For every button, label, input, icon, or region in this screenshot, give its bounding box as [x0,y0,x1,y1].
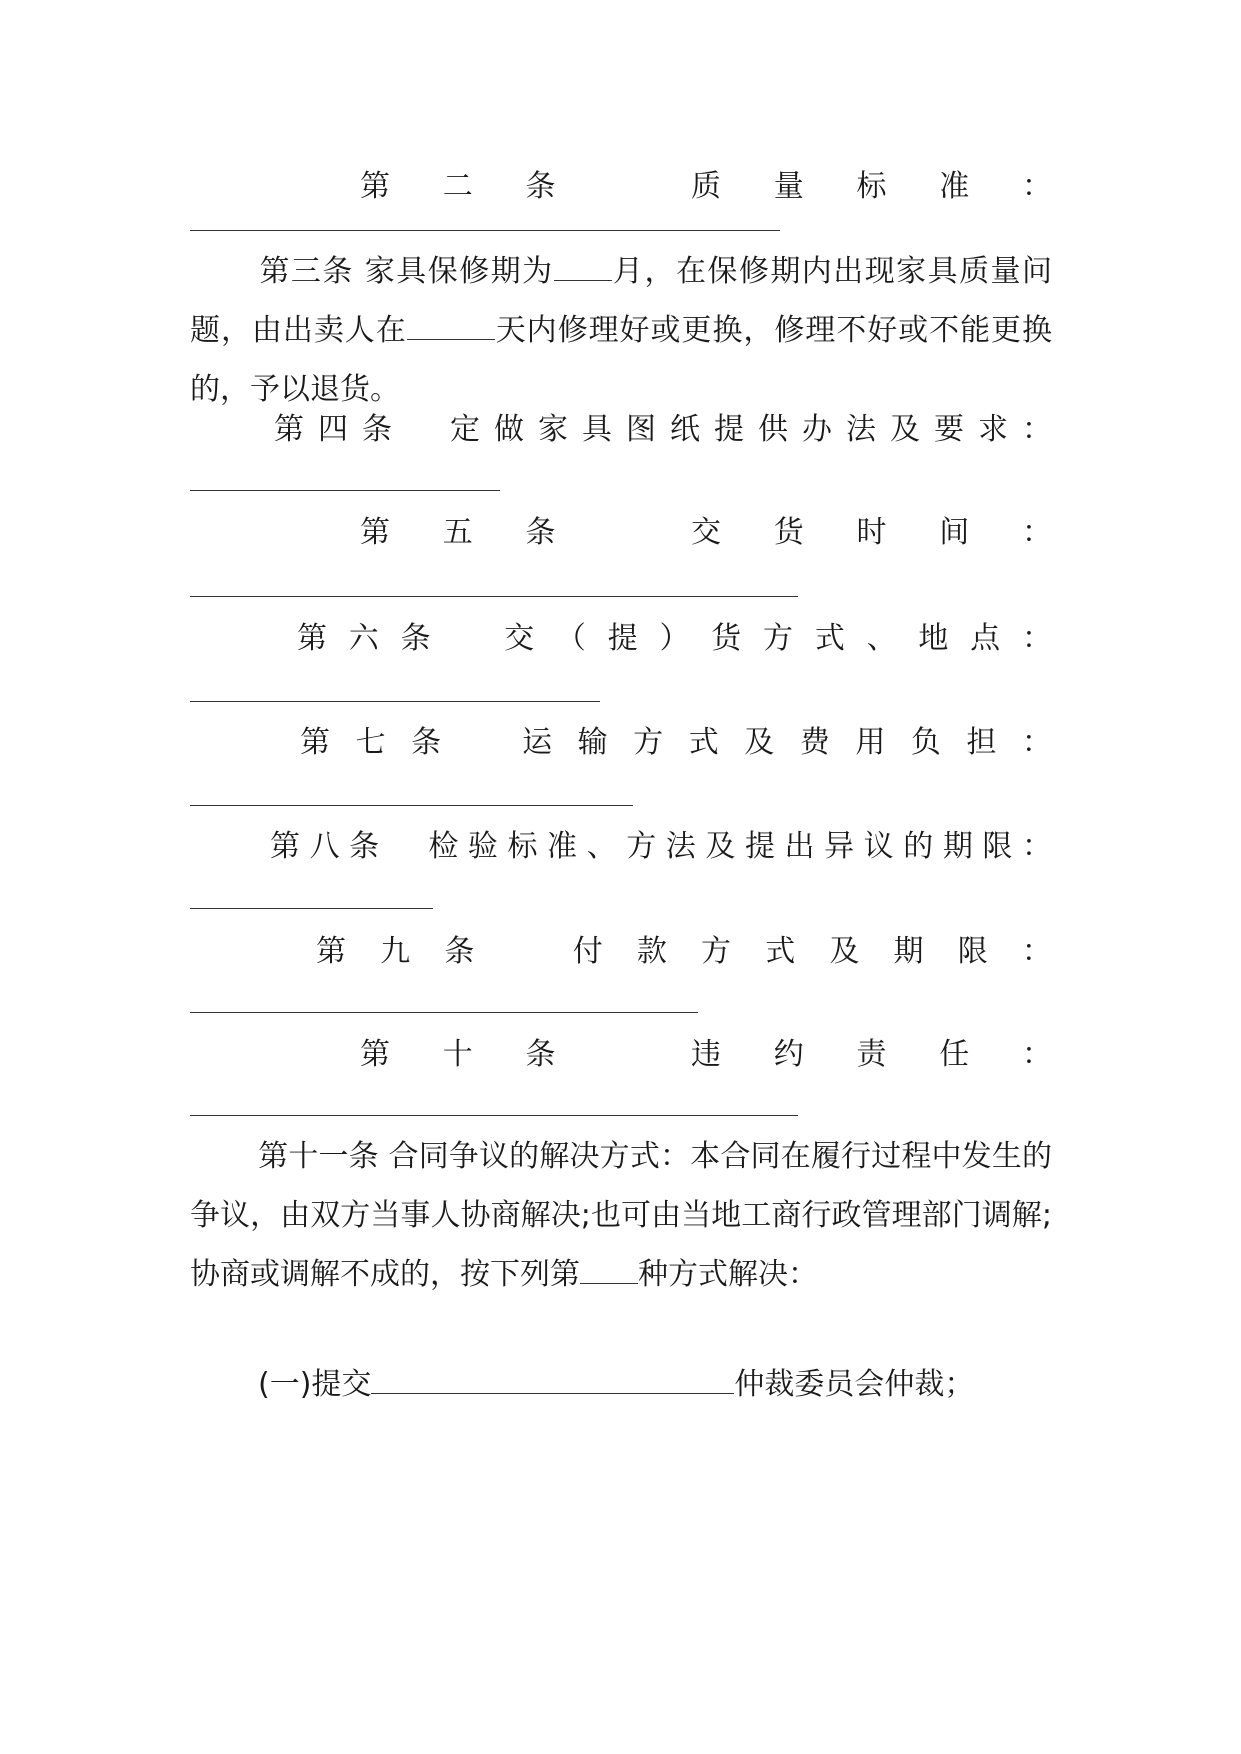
heading-char: 及 [829,934,860,969]
heading-gap [389,827,419,867]
heading-char: 办 [802,412,832,447]
heading-char: 做 [494,412,524,447]
heading-char: 具 [582,412,612,447]
heading-gap [509,932,539,972]
dispute-method-blank[interactable] [580,1282,638,1284]
heading-char: 提 [607,621,638,656]
heading-char: ： [1021,829,1052,864]
heading-char: 地 [918,621,949,656]
heading-char: 方 [701,934,732,969]
article-5-heading [190,513,1052,553]
heading-char: 九 [380,934,411,969]
heading-char: 第 [360,515,390,550]
heading-char: 及 [744,725,775,760]
heading-char: 求 [978,412,1008,447]
article-8-fill-line [190,908,433,909]
heading-char: 方 [633,725,664,760]
heading-char: 准 [547,829,578,864]
article-8-heading [190,827,1052,867]
heading-char: 十 [442,1037,473,1072]
heading-char: 条 [525,515,556,550]
heading-char: 二 [442,169,473,204]
option-1-line [190,1355,1052,1414]
heading-char: 间 [939,515,970,550]
heading-char: ： [1022,169,1052,204]
article-6-fill-line [190,701,600,702]
article-4-fill-line [190,490,500,491]
heading-char: ： [1021,725,1052,760]
heading-char: 准 [939,169,970,204]
heading-char: 第 [270,829,300,864]
heading-char: 第 [360,1037,390,1072]
heading-char: 货 [711,621,742,656]
heading-char: 期 [893,934,924,969]
option-1-prefix: (一)提交 [258,1367,372,1402]
article-11-text-2: 种方式解决： [638,1257,818,1292]
article-7-heading [190,723,1052,763]
heading-char: 、 [866,621,897,656]
heading-char: 提 [744,829,775,864]
heading-char: 条 [444,934,475,969]
option-1-suffix: 仲裁委员会仲裁； [734,1367,975,1402]
heading-char: 八 [309,829,340,864]
heading-char: ： [1022,515,1052,550]
heading-char: 标 [856,169,887,204]
article-6-heading [190,619,1052,659]
article-9-fill-line [190,1012,698,1013]
article-10-fill-line [190,1115,798,1116]
heading-char: 第 [316,934,346,969]
heading-char: 纸 [670,412,700,447]
heading-char: 标 [507,829,538,864]
heading-char: 约 [773,1037,804,1072]
heading-char: 法 [846,412,876,447]
heading-char: 量 [773,169,804,204]
article-4-heading [190,410,1052,450]
heading-char: 付 [572,934,603,969]
heading-gap [406,410,436,450]
heading-char: 七 [355,725,386,760]
heading-char: 任 [939,1037,970,1072]
heading-char: 责 [856,1037,887,1072]
heading-char: 六 [348,621,379,656]
heading-char: 费 [799,725,830,760]
heading-gap [608,167,638,207]
article-10-heading [190,1035,1052,1075]
heading-gap [467,723,497,763]
article-7-fill-line [190,805,633,806]
heading-char: 供 [758,412,788,447]
heading-char: 运 [522,725,553,760]
heading-char: 限 [982,829,1013,864]
heading-char: 式 [688,725,719,760]
article-3-text-2: 月，在保修期内出现家具质量问题，由出卖人在 [190,254,1052,348]
heading-char: ） [659,621,690,656]
heading-char: ： [1022,412,1052,447]
heading-char: 第 [297,621,327,656]
heading-char: ： [1021,934,1052,969]
heading-char: 条 [411,725,442,760]
heading-char: 交 [504,621,535,656]
heading-char: 条 [525,169,556,204]
article-2-fill-line [190,230,780,231]
article-5-fill-line [190,596,798,597]
heading-char: 五 [442,515,473,550]
article-3-text-1: 第三条 家具保修期为 [258,254,554,289]
heading-char: 货 [773,515,804,550]
heading-char: 异 [824,829,855,864]
repair-days-blank[interactable] [407,338,495,340]
heading-char: 提 [714,412,744,447]
article-3-paragraph [190,242,1052,419]
heading-char: 式 [814,621,845,656]
heading-char: 、 [586,829,617,864]
heading-char: 方 [626,829,657,864]
heading-char: 图 [626,412,656,447]
heading-char: 期 [942,829,973,864]
heading-char: 时 [856,515,887,550]
heading-char: 四 [318,412,348,447]
heading-char: 交 [691,515,721,550]
heading-char: 第 [300,725,330,760]
heading-char: 担 [966,725,997,760]
arbitration-committee-blank[interactable] [371,1392,734,1394]
heading-char: 议 [863,829,894,864]
heading-char: 点 [970,621,1001,656]
heading-char: 式 [765,934,796,969]
heading-char: 出 [784,829,815,864]
heading-gap [608,1035,638,1075]
heading-char: （ [555,621,586,656]
heading-char: 的 [903,829,934,864]
heading-char: 检 [428,829,459,864]
heading-char: 定 [450,412,480,447]
heading-char: 验 [467,829,498,864]
heading-char: 及 [705,829,736,864]
heading-char: 限 [957,934,988,969]
article-11-paragraph [190,1127,1052,1304]
heading-char: 条 [362,412,392,447]
heading-char: 要 [934,412,964,447]
article-3-text-3: 天内修理好或更换，修理不好或不能更换的，予以退货。 [190,313,1053,407]
article-9-heading [190,932,1052,972]
heading-char: 违 [691,1037,721,1072]
heading-char: 第 [274,412,304,447]
heading-gap [608,513,638,553]
article-2-heading [190,167,1052,207]
heading-char: 质 [691,169,721,204]
heading-char: 法 [665,829,696,864]
warranty-months-blank[interactable] [554,279,612,281]
heading-char: 负 [910,725,941,760]
heading-char: 用 [855,725,886,760]
heading-char: 家 [538,412,568,447]
heading-char: 输 [577,725,608,760]
heading-char: 条 [349,829,380,864]
heading-char: 第 [360,169,390,204]
heading-char: 款 [636,934,667,969]
heading-char: 及 [890,412,920,447]
heading-char: 条 [400,621,431,656]
article-11-text-1: 第十一条 合同争议的解决方式：本合同在履行过程中发生的争议，由双方当事人协商解决;也可由当地工商行政管理部门调解;协商或调解不成的，按下列第 [190,1139,1052,1292]
heading-char: 条 [525,1037,556,1072]
heading-char: ： [1021,621,1052,656]
heading-char: ： [1022,1037,1052,1072]
heading-gap [452,619,482,659]
heading-char: 方 [763,621,794,656]
